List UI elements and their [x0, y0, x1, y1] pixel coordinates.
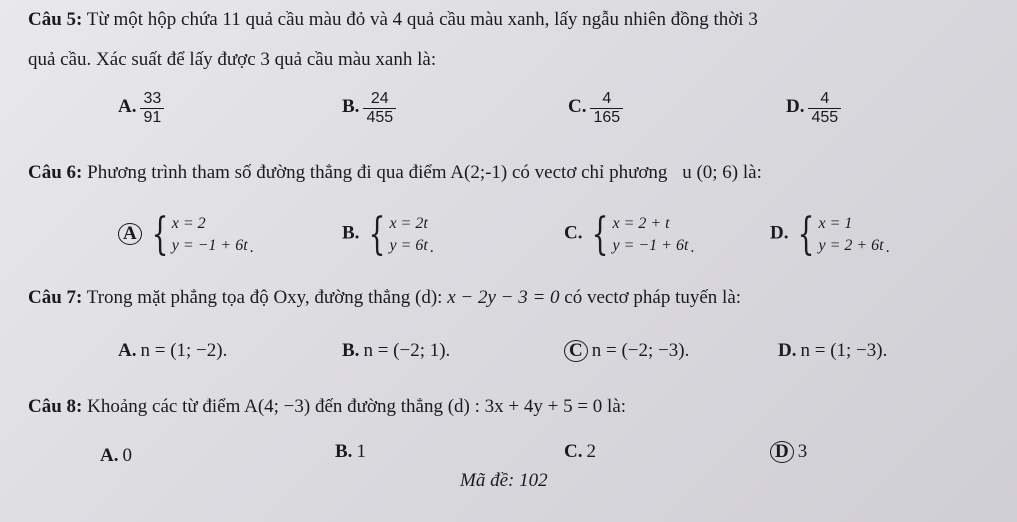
q8-option-d-value: 3: [797, 441, 808, 462]
q5-option-d-letter: D.: [786, 96, 805, 118]
q5-option-b-num: 24: [370, 90, 389, 107]
q5-option-c-letter: C.: [568, 96, 587, 118]
q5-line1: [28, 9, 758, 31]
q7-option-b-value: n = (−2; 1).: [363, 340, 451, 361]
q6-label: Câu 6:: [28, 162, 83, 183]
q8-label: Câu 8:: [28, 396, 83, 417]
q6-option-b-letter: B.: [342, 222, 360, 244]
q5-option-d-num: 4: [820, 90, 830, 107]
q8-option-b: [335, 441, 366, 463]
q7-option-b: [342, 340, 450, 362]
q6-option-a-line1: x = 2: [171, 215, 206, 232]
q5-text-1: Từ một hộp chứa 11 quả cầu màu đỏ và 4 quả cầu màu xanh, lấy ngẫu nhiên đồng thời 3: [86, 9, 758, 30]
exam-code: Mã đề: 102: [460, 470, 548, 491]
q6-option-d-letter: D.: [770, 222, 789, 244]
q6-vector: u (0; 6): [682, 162, 739, 183]
q5-option-a-fraction: [140, 90, 164, 127]
q8-option-c: [564, 441, 596, 463]
q5-option-a-num: 33: [143, 90, 162, 107]
q6-option-c: [564, 209, 695, 260]
q5-text-2: quả cầu. Xác suất để lấy được 3 quả cầu màu xanh là:: [28, 49, 437, 70]
q8-option-c-value: 2: [586, 441, 596, 462]
q6-option-a: [118, 209, 254, 260]
q5-option-b-den: 455: [363, 108, 396, 127]
q6-option-a-line2: y = −1 + 6t: [171, 237, 248, 254]
q8-option-a-letter: A.: [100, 445, 119, 466]
q5-option-c: [568, 90, 623, 127]
q7-option-c-letter: C: [564, 340, 588, 362]
q7-option-d-value: n = (1; −3).: [800, 340, 888, 361]
q5-option-b: [342, 90, 396, 127]
q7-text: Trong mặt phẳng tọa độ Oxy, đường thẳng (d):: [86, 287, 443, 308]
q8-option-a-value: 0: [122, 445, 132, 466]
q8-line: [28, 396, 626, 418]
q7-option-c: [564, 340, 689, 362]
q7-equation: x − 2y − 3 = 0: [447, 287, 560, 308]
q6-option-a-letter: A: [118, 223, 142, 245]
q7-option-b-letter: B.: [342, 340, 360, 361]
q7-option-a: [118, 340, 227, 362]
q6-option-b-system: { x = 2t y = 6t .: [369, 209, 434, 260]
q5-option-c-fraction: [590, 90, 623, 127]
q5-option-d: [786, 90, 841, 127]
q7-suffix: có vectơ pháp tuyến là:: [564, 287, 742, 308]
q6-suffix: là:: [742, 162, 762, 183]
q5-label: Câu 5:: [28, 9, 83, 30]
q6-option-b-line1: x = 2t: [389, 215, 428, 232]
q6-line: [28, 162, 762, 184]
q6-option-c-line1: x = 2 + t: [612, 215, 670, 232]
q7-option-c-value: n = (−2; −3).: [591, 340, 690, 361]
q6-option-c-letter: C.: [564, 222, 583, 244]
q7-label: Câu 7:: [28, 287, 83, 308]
q8-option-c-letter: C.: [564, 441, 583, 462]
q8-option-d: [770, 441, 807, 463]
q5-option-a-letter: A.: [118, 96, 137, 118]
q7-option-a-value: n = (1; −2).: [140, 340, 228, 361]
q6-option-b-line2: y = 6t: [389, 237, 428, 254]
q6-option-c-system: { x = 2 + t y = −1 + 6t .: [592, 209, 695, 260]
q5-option-d-den: 455: [808, 108, 841, 127]
q5-option-d-fraction: [808, 90, 841, 127]
q5-option-c-num: 4: [602, 90, 612, 107]
q5-option-b-letter: B.: [342, 96, 360, 118]
q6-option-d-line2: y = 2 + 6t: [818, 237, 884, 254]
q7-option-d: [778, 340, 887, 362]
q6-option-d-line1: x = 1: [818, 215, 853, 232]
q5-option-c-den: 165: [590, 108, 623, 127]
q7-line: [28, 287, 741, 309]
q5-option-a-den: 91: [140, 108, 164, 127]
q6-text: Phương trình tham số đường thẳng đi qua điểm A(2;-1) có vectơ chỉ phương: [87, 162, 668, 183]
q5-option-a: [118, 90, 164, 127]
q7-option-a-letter: A.: [118, 340, 137, 361]
q6-option-d-system: { x = 1 y = 2 + 6t .: [798, 209, 890, 260]
q6-option-b: [342, 209, 434, 260]
q6-option-d: [770, 209, 890, 260]
q8-option-b-letter: B.: [335, 441, 353, 462]
q6-option-a-system: { x = 2 y = −1 + 6t .: [151, 209, 254, 260]
q5-option-b-fraction: [363, 90, 396, 127]
q8-option-a: [100, 445, 132, 467]
q8-text: Khoảng các từ điểm A(4; −3) đến đường thẳng (d) : 3x + 4y + 5 = 0 là:: [87, 396, 627, 417]
q8-option-d-letter: D: [770, 441, 794, 463]
q8-option-b-value: 1: [356, 441, 366, 462]
q6-option-c-line2: y = −1 + 6t: [612, 237, 689, 254]
q7-option-d-letter: D.: [778, 340, 797, 361]
